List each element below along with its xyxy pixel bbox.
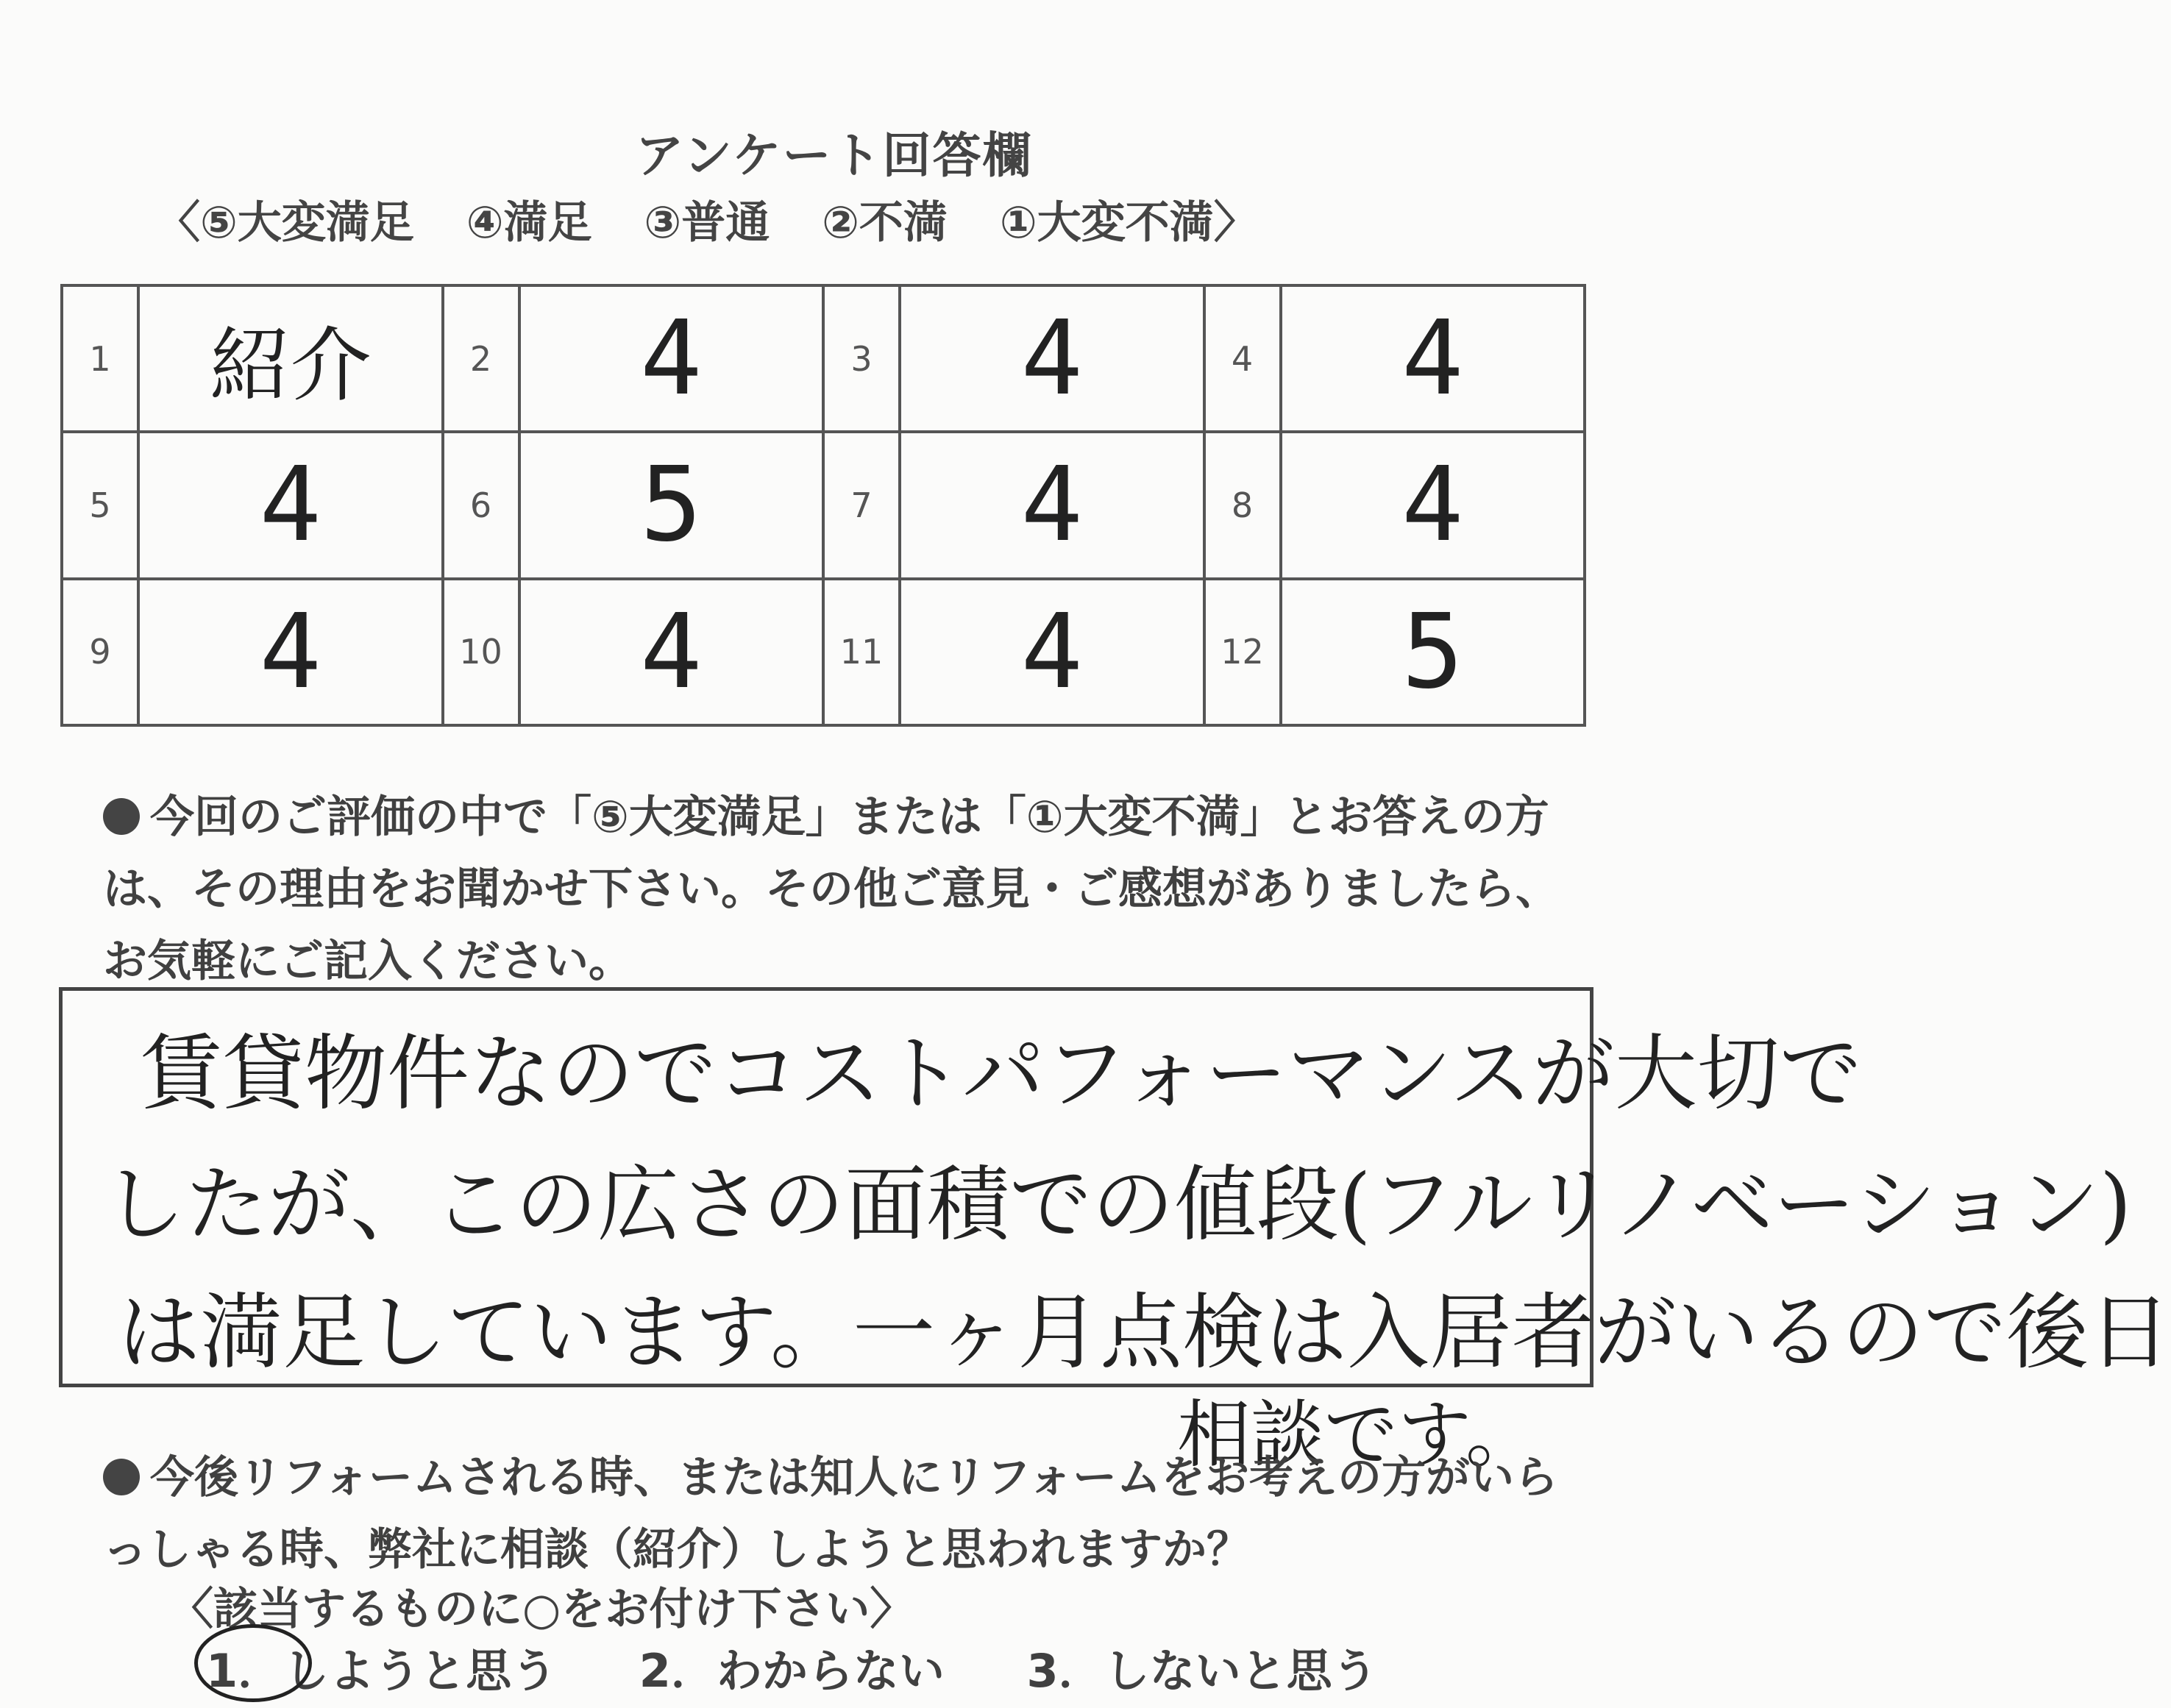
scale-item-4: ④満足 [466, 197, 592, 249]
question-number: 4 [1204, 285, 1281, 432]
rating-scale-legend [156, 188, 1554, 251]
question-number: 7 [823, 432, 900, 578]
question-number: 5 [62, 432, 138, 578]
rating-answer[interactable]: 5 [1281, 579, 1585, 725]
question-number: 8 [1204, 432, 1281, 578]
scale-item-3: ③普通 [644, 197, 770, 249]
comment-line: 賃貸物件なのでコストパフォーマンスが大切で [140, 1026, 1862, 1122]
rating-answer[interactable]: 4 [1281, 285, 1585, 432]
table-row [62, 285, 1585, 432]
question-1-text: 今回のご評価の中で「⑤大変満足」または「①大変不満」とお答えの方は、その理由をお聞かせ下さい。その他ご意見・ご感想がありましたら、お気軽にご記入ください。 [103, 791, 1560, 987]
bullet-icon [103, 1459, 140, 1495]
question-number: 12 [1204, 579, 1281, 725]
ratings-table [60, 284, 1586, 727]
table-row [62, 579, 1585, 725]
selected-circle-mark [194, 1624, 312, 1702]
comment-line: 相談です。 [1177, 1392, 1539, 1478]
rating-answer[interactable]: 4 [519, 579, 824, 725]
question-1 [103, 781, 1589, 997]
scale-item-1: ①大変不満〉 [999, 197, 1258, 249]
form-title: アンケート回答欄 [635, 127, 1033, 184]
option-1[interactable]: 1．しようと思う [206, 1644, 558, 1698]
answer-options [206, 1634, 1444, 1700]
rating-answer[interactable]: 5 [519, 432, 824, 578]
rating-answer[interactable]: 4 [138, 432, 443, 578]
instruction-text: 〈該当するものに○をお付け下さい〉 [169, 1584, 914, 1635]
question-number: 9 [62, 579, 138, 725]
question-number: 1 [62, 285, 138, 432]
option-2[interactable]: 2．わからない [639, 1644, 945, 1698]
rating-answer[interactable]: 4 [1281, 432, 1585, 578]
comment-line: は満足しています。一ヶ月点検は入居者がいるので後日 [118, 1285, 2171, 1381]
rating-answer[interactable]: 4 [519, 285, 824, 432]
bullet-icon [103, 798, 140, 835]
rating-answer[interactable]: 4 [900, 432, 1204, 578]
rating-answer[interactable]: 4 [900, 579, 1204, 725]
rating-answer[interactable]: 紹介 [138, 285, 443, 432]
table-row [62, 432, 1585, 578]
option-3[interactable]: 3．しないと思う [1026, 1644, 1378, 1698]
question-number: 3 [823, 285, 900, 432]
question-number: 10 [443, 579, 519, 725]
scale-item-2: ②不満 [822, 197, 948, 249]
question-2 [103, 1442, 1589, 1586]
rating-answer[interactable]: 4 [138, 579, 443, 725]
question-number: 6 [443, 432, 519, 578]
question-number: 2 [443, 285, 519, 432]
scale-item-5: 〈⑤大変満足 [156, 197, 414, 249]
question-2-text: 今後リフォームされる時、または知人にリフォームをお考えの方がいらっしゃる時、弊社に相談（紹介）しようと思われますか？ [103, 1452, 1558, 1576]
comment-line: したが、この広さの面積での値段(フルリノベーション) [103, 1157, 2132, 1253]
rating-answer[interactable]: 4 [900, 285, 1204, 432]
question-number: 11 [823, 579, 900, 725]
